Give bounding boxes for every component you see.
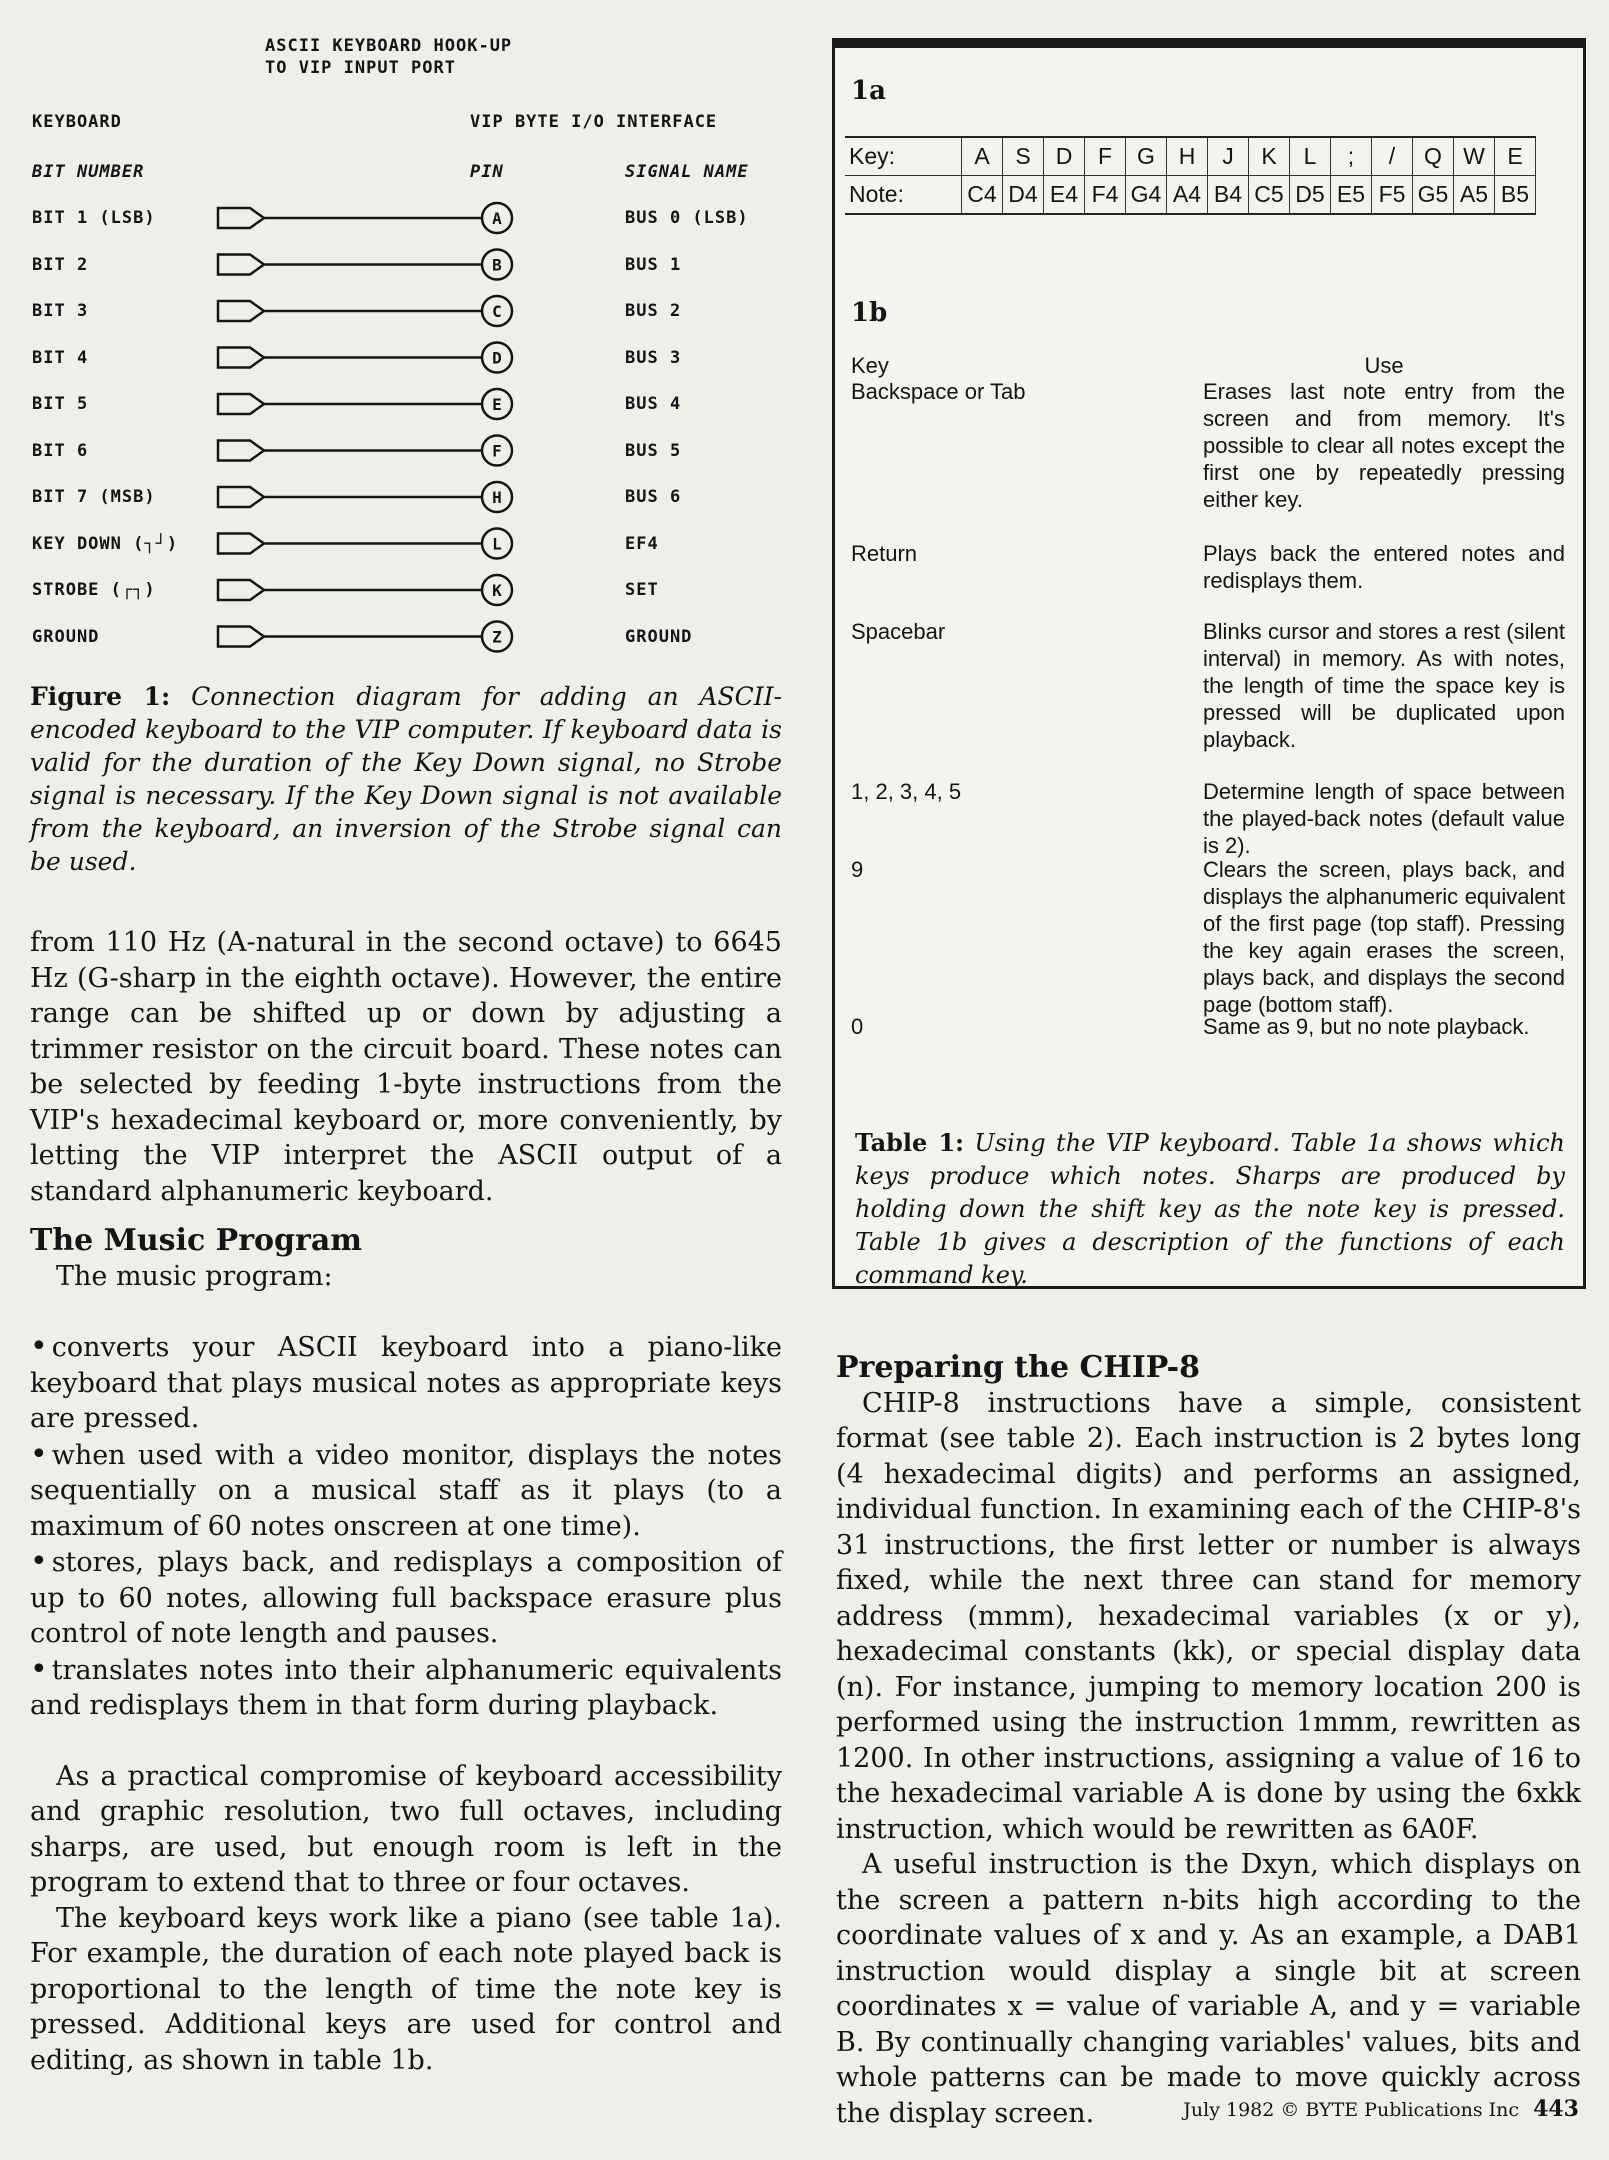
connector-shape xyxy=(218,301,264,321)
note-cell: E4 xyxy=(1044,176,1085,215)
table-1a-label: 1a xyxy=(851,76,886,106)
pin-label: L xyxy=(492,534,502,554)
key-cell: Q xyxy=(1413,137,1454,176)
bit-label: BIT 3 xyxy=(32,301,89,321)
page-number: 443 xyxy=(1533,2096,1579,2122)
signal-label: GROUND xyxy=(625,626,693,647)
bit-label: GROUND xyxy=(32,626,100,647)
note-cell: D5 xyxy=(1290,176,1331,215)
command-col-key: Key xyxy=(851,353,889,378)
bit-label: BIT 4 xyxy=(32,347,89,368)
connector-shape xyxy=(218,534,264,554)
command-key: Spacebar xyxy=(851,619,946,644)
key-note-table xyxy=(845,136,1536,215)
key-header: Key: xyxy=(845,137,962,176)
bullet-1: • converts your ASCII keyboard into a piano-like keyboard that plays musical notes as appropriate keys are pressed. xyxy=(30,1329,782,1437)
connector-shape xyxy=(218,441,264,461)
note-header: Note: xyxy=(845,176,962,215)
signal-label: BUS 3 xyxy=(625,347,682,368)
note-cell: D4 xyxy=(1003,176,1044,215)
pin-label: H xyxy=(492,488,502,507)
table-1-box xyxy=(832,38,1586,1289)
signal-label: BUS 0 (LSB) xyxy=(625,208,749,228)
note-cell: B4 xyxy=(1208,176,1249,215)
note-cell: G5 xyxy=(1413,176,1454,215)
bit-label: BIT 6 xyxy=(32,440,89,461)
key-cell: W xyxy=(1454,137,1495,176)
connector-shape xyxy=(218,487,264,507)
connector-shape xyxy=(218,394,264,414)
signal-label: BUS 2 xyxy=(625,301,682,321)
note-cell: E5 xyxy=(1331,176,1372,215)
command-use: Same as 9, but no note playback. xyxy=(1203,1014,1530,1039)
note-cell: F5 xyxy=(1372,176,1413,215)
left-column-body xyxy=(30,925,782,2078)
paragraph-3: As a practical compromise of keyboard accessibility and graphic resolution, two full octaves, including sharps, are used, but enough room is left in the program to extend that to three or four octaves. xyxy=(30,1760,782,1898)
table-caption xyxy=(855,1126,1565,1292)
key-cell: G xyxy=(1126,137,1167,176)
command-use: Plays back the entered notes and redisplays them. xyxy=(1203,541,1565,593)
bit-label: BIT 1 (LSB) xyxy=(32,208,156,228)
bit-label: BIT 7 (MSB) xyxy=(32,487,156,507)
figure-caption-text: Connection diagram for adding an ASCII-encoded keyboard to the VIP computer. If keyboard data is valid for the duration of the Key Down signal, no Strobe signal is necessary. If the Key Down signal is not available from the keyboard, an inversion of the Strobe signal can be used. xyxy=(30,682,782,876)
table-caption-text: Using the VIP keyboard. Table 1a shows which keys produce which notes. Sharps are produced by holding down the shift key as the note key is pressed. Table 1b gives a description of the functions of each command key. xyxy=(855,1129,1565,1289)
heading-preparing-chip8: Preparing the CHIP-8 xyxy=(836,1350,1200,1385)
command-key: 0 xyxy=(851,1014,864,1039)
command-col-use: Use xyxy=(1364,353,1404,378)
paragraph-4: The keyboard keys work like a piano (see table 1a). For example, the duration of each note played back is proportional to the length of time the note key is pressed. Additional keys are used for control and editing, as shown in table 1b. xyxy=(30,1902,782,2076)
key-cell: J xyxy=(1208,137,1249,176)
diagram-col-vip: VIP BYTE I/O INTERFACE xyxy=(470,112,718,132)
pin-label: K xyxy=(492,581,502,600)
signal-label: EF4 xyxy=(625,533,659,554)
signal-label: SET xyxy=(625,580,659,600)
right-column-body xyxy=(836,1350,1581,2131)
figure-caption xyxy=(30,680,782,878)
paragraph-2: The music program: xyxy=(56,1260,333,1292)
note-cell: A4 xyxy=(1167,176,1208,215)
pin-label: C xyxy=(492,302,502,321)
signal-label: BUS 5 xyxy=(625,440,682,461)
diagram-col-keyboard: KEYBOARD xyxy=(32,112,122,132)
connector-shape xyxy=(218,348,264,368)
pin-label: F xyxy=(492,441,502,461)
diagram-col-bit: BIT NUMBER xyxy=(32,162,145,182)
key-cell: K xyxy=(1249,137,1290,176)
diagram-col-pin: PIN xyxy=(470,162,504,182)
table-1b-label: 1b xyxy=(851,298,888,328)
bit-label: BIT 2 xyxy=(32,254,89,275)
command-use: Clears the screen, plays back, and displays the alphanumeric equivalent of the first page (top staff). Pressing the key again erases the screen, plays back, and displays the second page (bottom staff). xyxy=(1203,857,1565,1017)
heading-music-program: The Music Program xyxy=(30,1223,363,1258)
note-cell: B5 xyxy=(1495,176,1536,215)
page-footer xyxy=(1183,2096,1579,2122)
key-cell: ; xyxy=(1331,137,1372,176)
pin-label: D xyxy=(492,348,502,368)
pin-label: A xyxy=(492,209,502,228)
table-caption-label: Table 1: xyxy=(855,1128,965,1157)
pin-label: B xyxy=(492,255,502,275)
bit-label: BIT 5 xyxy=(32,394,89,414)
right-paragraph-1: CHIP-8 instructions have a simple, consistent format (see table 2). Each instruction is 2 bytes long (4 hexadecimal digits) and performs an assigned, individual function. In examining each of the CHIP-8's 31 instructions, the first letter or number is always fixed, while the next three can stand for memory address (mmm), hexadecimal variables (x or y), hexadecimal constants (kk), or special display data (n). For instance, jumping to memory location 200 is performed using the instruction 1mmm, rewritten as 1200. In other instructions, assigning a value of 16 to the hexadecimal variable A is done by using the 6xkk instruction, which would be rewritten as 6A0F. xyxy=(836,1387,1581,1845)
right-paragraph-2: A useful instruction is the Dxyn, which displays on the screen a pattern n-bits high according to the coordinate values of x and y. As an example, a DAB1 instruction would display a single bit at screen coordinates x = value of variable A, and y = variable B. By continually changing variables' values, bits and whole patterns can be made to move quickly across the display screen. xyxy=(836,1849,1581,2129)
diagram-title-line1: ASCII KEYBOARD HOOK-UP xyxy=(265,36,513,56)
signal-label: BUS 6 xyxy=(625,487,682,507)
diagram-col-signal: SIGNAL NAME xyxy=(625,162,749,182)
pin-label: Z xyxy=(492,627,502,647)
connector-shape xyxy=(218,208,264,228)
signal-label: BUS 1 xyxy=(625,254,682,275)
key-cell: E xyxy=(1495,137,1536,176)
pin-label: E xyxy=(492,395,502,414)
note-cell: C4 xyxy=(962,176,1003,215)
command-use: Blinks cursor and stores a rest (silent interval) in memory. As with notes, the length of time the space key is pressed will be duplicated upon playback. xyxy=(1203,619,1565,752)
note-cell: G4 xyxy=(1126,176,1167,215)
bullet-4: • translates notes into their alphanumeric equivalents and redisplays them in that form during playback. xyxy=(30,1652,782,1724)
connection-diagram xyxy=(30,28,780,668)
note-cell: F4 xyxy=(1085,176,1126,215)
command-use: Determine length of space between the played-back notes (default value is 2). xyxy=(1203,779,1565,858)
command-key: 1, 2, 3, 4, 5 xyxy=(851,779,962,804)
command-use: Erases last note entry from the screen and from memory. It's possible to clear all notes except the first one by repeatedly pressing either key. xyxy=(1203,379,1565,512)
key-cell: / xyxy=(1372,137,1413,176)
command-key: 9 xyxy=(851,857,864,882)
command-key: Backspace or Tab xyxy=(851,379,1026,404)
bit-label: KEY DOWN (┐┘) xyxy=(32,533,179,554)
signal-label: BUS 4 xyxy=(625,394,682,414)
key-cell: D xyxy=(1044,137,1085,176)
connector-shape xyxy=(218,255,264,275)
command-key: Return xyxy=(851,541,918,566)
figure-caption-label: Figure 1: xyxy=(30,682,171,711)
note-cell: C5 xyxy=(1249,176,1290,215)
bullet-3: • stores, plays back, and redisplays a composition of up to 60 notes, allowing full backspace erasure plus control of note length and pauses. xyxy=(30,1544,782,1652)
key-cell: H xyxy=(1167,137,1208,176)
key-cell: S xyxy=(1003,137,1044,176)
note-row xyxy=(845,176,1536,215)
bullet-2: • when used with a video monitor, displays the notes sequentially on a musical staff as it plays (to a maximum of 60 notes onscreen at one time). xyxy=(30,1437,782,1545)
bit-label: STROBE (┌┐) xyxy=(32,580,156,600)
note-cell: A5 xyxy=(1454,176,1495,215)
diagram-title-line2: TO VIP INPUT PORT xyxy=(265,58,456,78)
key-cell: F xyxy=(1085,137,1126,176)
footer-date: July 1982 © BYTE Publications Inc xyxy=(1183,2099,1520,2121)
connector-shape xyxy=(218,627,264,647)
key-row xyxy=(845,137,1536,176)
key-cell: L xyxy=(1290,137,1331,176)
connector-shape xyxy=(218,580,264,600)
paragraph-1: from 110 Hz (A-natural in the second octave) to 6645 Hz (G-sharp in the eighth octave). However, the entire range can be shifted up or down by adjusting a trimmer resistor on the circuit board. These notes can be selected by feeding 1-byte instructions from the VIP's hexadecimal keyboard or, more conveniently, by letting the VIP interpret the ASCII output of a standard alphanumeric keyboard. xyxy=(30,927,782,1207)
key-cell: A xyxy=(962,137,1003,176)
